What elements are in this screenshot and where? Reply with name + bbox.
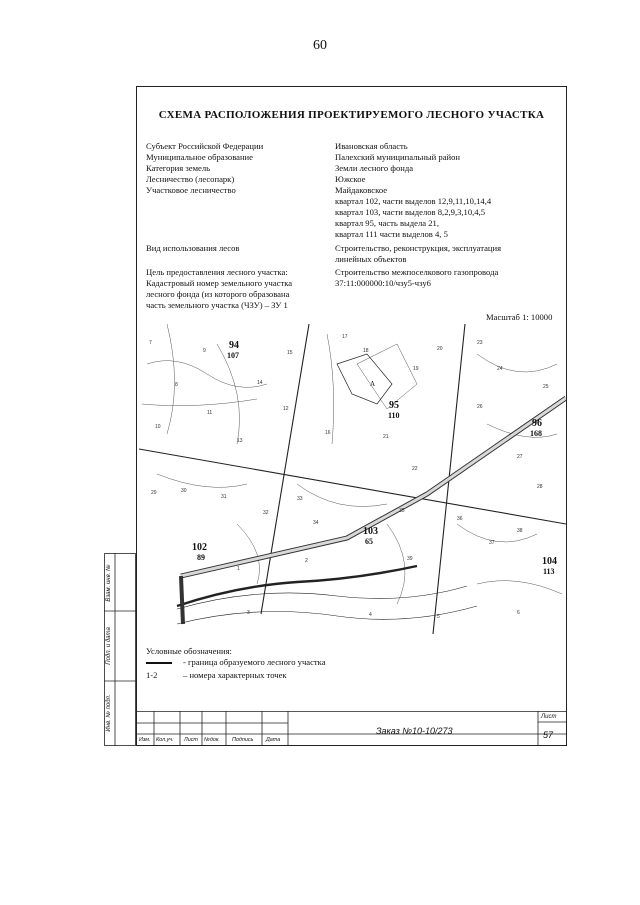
quarter-line-4: квартал 111 части выделов 4, 5 <box>335 229 448 239</box>
stand-label: 37 <box>489 540 495 546</box>
stand-label: 21 <box>383 434 389 440</box>
cadastral-label-3: часть земельного участка (ЧЗУ) – ЗУ 1 <box>146 300 288 310</box>
stand-line <box>297 484 387 507</box>
parcel-a-label: А <box>370 380 376 388</box>
use-value-2: линейных объектов <box>335 254 407 264</box>
forestry-value: Южское <box>335 174 366 184</box>
header-change: Изм. <box>139 737 151 743</box>
legend-item-boundary: - граница образуемого лесного участка <box>183 657 326 667</box>
quarter-96-area: 168 <box>530 429 542 438</box>
river-bank <box>177 586 467 609</box>
district-forestry-label: Участковое лесничество <box>146 185 236 195</box>
quarter-103-area: 65 <box>365 537 373 546</box>
side-replace-inv: Взам. инв. № <box>106 564 112 602</box>
legend-heading: Условные обозначения: <box>146 646 232 656</box>
stand-line <box>327 334 334 444</box>
stand-label: 13 <box>237 438 243 444</box>
district-forestry-value: Майдаковское <box>335 185 388 195</box>
quarter-boundary <box>261 324 309 614</box>
stand-label: 8 <box>175 382 178 388</box>
stand-label: 23 <box>477 340 483 346</box>
stand-label: 20 <box>437 346 443 352</box>
stand-label: 12 <box>283 406 289 412</box>
quarter-95: 95 <box>389 400 399 411</box>
stand-label: 29 <box>151 490 157 496</box>
stand-label: 36 <box>457 516 463 522</box>
stand-label: 28 <box>537 484 543 490</box>
stand-label: 18 <box>363 348 369 354</box>
stand-label: 30 <box>181 488 187 494</box>
stand-label: 11 <box>207 410 213 416</box>
stand-line <box>157 474 247 487</box>
cadastral-value: 37:11:000000:10/чзу5-чзу6 <box>335 278 431 288</box>
quarter-104-area: 113 <box>543 567 555 576</box>
stand-label: 24 <box>497 366 503 372</box>
stand-line <box>457 524 537 542</box>
stand-label: 16 <box>325 430 331 436</box>
parcel-a-outline <box>337 354 392 404</box>
stand-line <box>387 524 405 604</box>
stand-line <box>477 581 562 594</box>
page-number: 60 <box>313 38 327 53</box>
quarter-96: 96 <box>532 418 542 429</box>
header-signature: Подпись <box>232 737 254 743</box>
use-label: Вид использования лесов <box>146 243 240 253</box>
land-category-value: Земли лесного фонда <box>335 163 414 173</box>
use-value-1: Строительство, реконструкция, эксплуатация <box>335 243 502 253</box>
header-count: Кол.уч. <box>156 737 174 743</box>
purpose-value: Строительство межпоселкового газопровода <box>335 267 499 277</box>
map-scale: Масштаб 1: 10000 <box>486 312 553 322</box>
stand-label: 4 <box>369 612 372 618</box>
stand-line <box>167 324 175 434</box>
stand-label: 33 <box>297 496 303 502</box>
stand-label: 2 <box>305 558 308 564</box>
sheet-label: Лист <box>541 714 557 720</box>
stand-label: 39 <box>407 556 413 562</box>
stand-line <box>237 524 260 584</box>
stand-label: 15 <box>287 350 293 356</box>
legend-boundary-line-symbol <box>146 662 172 664</box>
stand-label: 31 <box>221 494 227 500</box>
stand-label: 6 <box>517 610 520 616</box>
purpose-label: Цель предоставления лесного участка: <box>146 267 288 277</box>
quarter-line-1: квартал 102, части выделов 12,9,11,10,14,4 <box>335 196 492 206</box>
stand-line <box>477 354 557 372</box>
side-inv-orig: Инв. № подл. <box>106 694 112 732</box>
stand-line <box>142 399 257 406</box>
stand-label: 34 <box>313 520 319 526</box>
gas-pipeline-branch <box>181 576 183 624</box>
title-stamp <box>136 711 567 746</box>
municipality-value: Палехский муниципальный район <box>335 152 461 162</box>
municipality-label: Муниципальное образование <box>146 152 253 162</box>
gas-pipeline-corridor <box>181 398 566 576</box>
stand-label: 22 <box>412 466 418 472</box>
forestry-label: Лесничество (лесопарк) <box>146 174 235 184</box>
quarter-104: 104 <box>542 556 557 567</box>
stand-label: 26 <box>477 404 483 410</box>
stand-label: 19 <box>413 366 419 372</box>
stand-label: 1 <box>237 566 240 572</box>
stand-label: 7 <box>149 340 152 346</box>
cadastral-label-2: лесного фонда (из которого образована <box>146 289 290 299</box>
stand-label: 38 <box>517 528 523 534</box>
legend-item-points: – номера характерных точек <box>183 670 287 680</box>
land-category-label: Категория земель <box>146 163 211 173</box>
subject-label: Субъект Российской Федерации <box>146 141 264 151</box>
subject-value: Ивановская область <box>335 141 408 151</box>
quarter-line-3: квартал 95, часть выдела 21, <box>335 218 439 228</box>
stand-label: 9 <box>203 348 206 354</box>
quarter-94: 94 <box>229 340 239 351</box>
quarter-102-area: 89 <box>197 553 205 562</box>
stand-label: 14 <box>257 380 263 386</box>
stand-label: 25 <box>543 384 549 390</box>
quarter-94-area: 107 <box>227 351 239 360</box>
stand-line <box>147 361 267 388</box>
header-doc: №док. <box>204 737 220 743</box>
stand-label: 27 <box>517 454 523 460</box>
quarter-line-2: квартал 103, части выделов 8,2,9,3,10,4,5 <box>335 207 486 217</box>
river-bank <box>177 606 477 624</box>
stand-label: 17 <box>342 334 348 340</box>
scheme-title: СХЕМА РАСПОЛОЖЕНИЯ ПРОЕКТИРУЕМОГО ЛЕСНОГО УЧАСТКА <box>158 109 545 121</box>
road <box>177 566 417 606</box>
gas-pipeline-inner <box>181 398 566 576</box>
stand-label: 5 <box>437 614 440 620</box>
forest-map <box>137 324 566 642</box>
stand-label: 35 <box>399 508 405 514</box>
stand-label: 3 <box>247 610 250 616</box>
order-number: Заказ №10-10/273 <box>376 726 453 736</box>
stand-label: 32 <box>263 510 269 516</box>
header-date: Дата <box>266 737 281 743</box>
quarter-102: 102 <box>192 542 207 553</box>
cadastral-label-1: Кадастровый номер земельного участка <box>146 278 293 288</box>
side-sign-date: Подп. и дата <box>106 627 112 665</box>
sheet-number: 57 <box>543 730 554 740</box>
quarter-103: 103 <box>363 526 378 537</box>
legend-points-symbol: 1-2 <box>146 670 158 680</box>
stand-label: 10 <box>155 424 161 430</box>
quarter-95-area: 110 <box>388 411 400 420</box>
header-sheet: Лист <box>184 737 198 743</box>
